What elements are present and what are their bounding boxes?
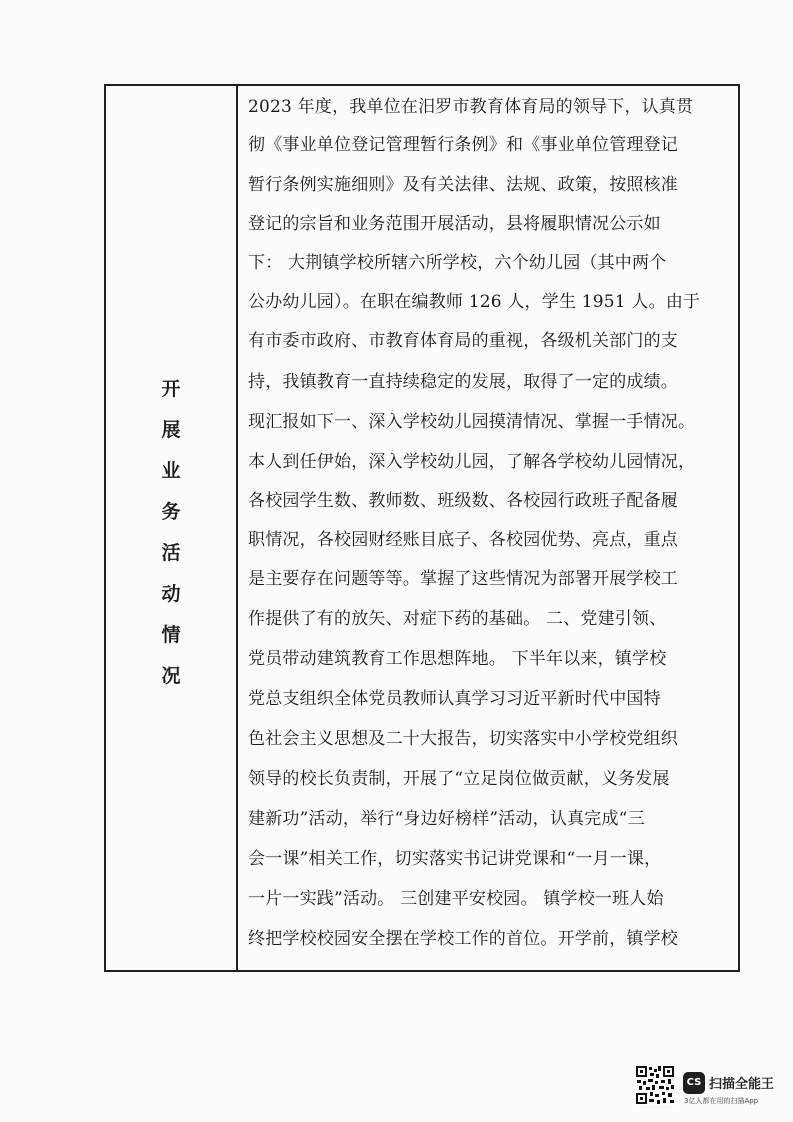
text-line: 2023 年度，我单位在汨罗市教育体育局的领导下，认真贯 bbox=[248, 97, 694, 117]
label-char: 动 bbox=[161, 583, 181, 605]
text-line: 持，我镇教育一直持续稳定的发展，取得了一定的成绩。 bbox=[248, 372, 678, 392]
text-line: 登记的宗旨和业务范围开展活动，县将履职情况公示如 bbox=[248, 214, 661, 234]
content-cell bbox=[238, 86, 738, 970]
document-table bbox=[104, 84, 740, 972]
label-char: 开 bbox=[161, 378, 181, 400]
label-char: 展 bbox=[161, 419, 181, 441]
text-line: 彻《事业单位登记管理暂行条例》和《事业单位管理登记 bbox=[248, 135, 678, 155]
text-line: 暂行条例实施细则》及有关法律、法规、政策，按照核准 bbox=[248, 175, 678, 195]
text-line: 领导的校长负责制，开展了“立足岗位做贡献，义务发展 bbox=[248, 769, 670, 789]
text-line: 有市委市政府、市教育体育局的重视，各级机关部门的支 bbox=[248, 331, 678, 351]
label-char: 活 bbox=[161, 542, 181, 564]
text-line: 党员带动建筑教育工作思想阵地。 下半年以来，镇学校 bbox=[248, 649, 667, 669]
text-line: 作提供了有的放矢、对症下药的基础。 二、党建引领、 bbox=[248, 609, 667, 629]
text-line: 建新功”活动，举行“身边好榜样”活动，认真完成“三 bbox=[248, 809, 645, 829]
label-char: 情 bbox=[161, 624, 181, 646]
text-line: 现汇报如下一、深入学校幼儿园摸清情况、掌握一手情况。 bbox=[248, 412, 696, 432]
label-char: 务 bbox=[161, 501, 181, 523]
text-line: 职情况，各校园财经账目底子、各校园优势、亮点，重点 bbox=[248, 530, 678, 550]
text-line: 党总支组织全体党员教师认真学习习近平新时代中国特 bbox=[248, 689, 661, 709]
qr-code-icon bbox=[635, 1065, 675, 1105]
label-char: 况 bbox=[161, 665, 181, 687]
text-line: 一片一实践”活动。 三创建平安校园。 镇学校一班人始 bbox=[248, 889, 664, 909]
text-line: 是主要存在问题等等。掌握了这些情况为部署开展学校工 bbox=[248, 569, 678, 589]
text-line: 各校园学生数、教师数、班级数、各校园行政班子配备履 bbox=[248, 491, 678, 511]
text-line: 本人到任伊始，深入学校幼儿园，了解各学校幼儿园情况， bbox=[248, 452, 696, 472]
row-label-column bbox=[106, 86, 236, 970]
text-line: 色社会主义思想及二十大报告，切实落实中小学校党组织 bbox=[248, 729, 678, 749]
camscanner-logo-icon: CS bbox=[683, 1072, 705, 1094]
text-line: 终把学校校园安全摆在学校工作的首位。开学前，镇学校 bbox=[248, 929, 678, 949]
brand-name: 扫描全能王 bbox=[709, 1077, 775, 1092]
brand-tagline: 3亿人都在用的扫描App bbox=[684, 1097, 759, 1105]
label-char: 业 bbox=[161, 460, 181, 482]
text-line: 公办幼儿园）。在职在编教师 126 人，学生 1951 人。由于 bbox=[248, 292, 701, 312]
scanner-watermark bbox=[635, 1065, 785, 1110]
text-line: 下： 大荆镇学校所辖六所学校，六个幼儿园（其中两个 bbox=[248, 253, 667, 273]
text-line: 会一课”相关工作，切实落实书记讲党课和“一月一课， bbox=[248, 849, 662, 869]
